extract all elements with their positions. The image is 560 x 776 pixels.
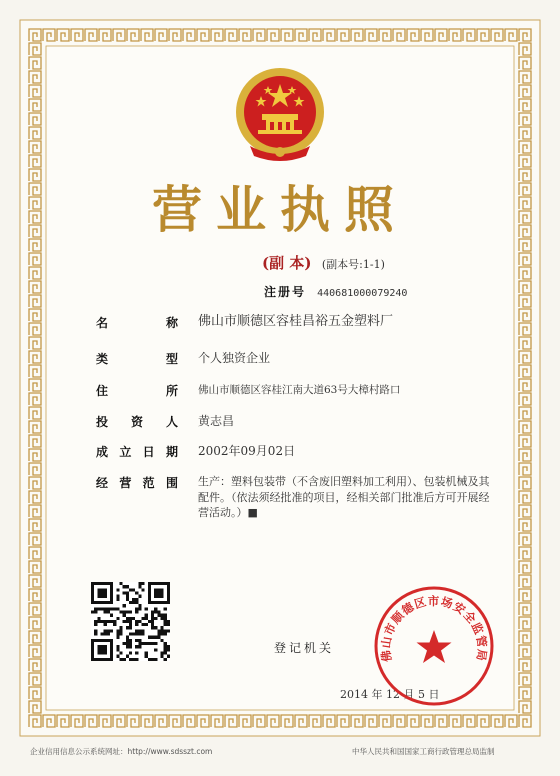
copy-label: (副 本) (262, 254, 312, 272)
field-label-char: 营 (119, 476, 132, 490)
field-label-address (96, 382, 178, 399)
field-label-char: 投 (96, 415, 109, 429)
field-value-name: 佛山市顺德区容桂昌裕五金塑料厂 (198, 314, 394, 329)
field-label-char: 所 (165, 384, 178, 398)
field-label-char: 类 (96, 352, 109, 366)
field-label-char: 成 (96, 445, 109, 459)
issue-date: 2014 年 12 月 5 日 (340, 688, 440, 701)
svg-text:佛山市顺德区市场安全监管局: 佛山市顺德区市场安全监管局 (378, 593, 490, 663)
field-label-type (96, 350, 178, 367)
registration-number: 440681000079240 (317, 288, 408, 299)
registration-row (264, 281, 407, 300)
field-label-char: 住 (96, 384, 109, 398)
field-label-char: 型 (165, 352, 178, 366)
field-value-type: 个人独资企业 (198, 351, 271, 365)
field-value-investor: 黄志昌 (198, 414, 235, 428)
field-label-char: 立 (119, 445, 132, 459)
field-label-investor (96, 413, 178, 430)
field-label-char: 称 (165, 316, 178, 330)
field-label-name (96, 314, 178, 331)
registration-authority: 登记机关 (274, 641, 335, 655)
registration-label: 注册号 (264, 285, 307, 299)
field-label-char: 日 (142, 445, 155, 459)
national-emblem-icon (228, 66, 332, 166)
field-label-char: 人 (165, 415, 178, 429)
field-label-char: 围 (165, 476, 178, 490)
field-label-scope (96, 474, 178, 491)
footer-supervisor: 中华人民共和国国家工商行政管理总局监制 (352, 747, 495, 756)
field-label-char: 期 (165, 445, 178, 459)
field-value-established: 2002年09月02日 (198, 444, 296, 458)
field-label-char: 范 (142, 476, 155, 490)
qr-code-icon (91, 582, 170, 661)
footer-website: 企业信用信息公示系统网址：http://www.sdsszt.com (30, 747, 213, 756)
copy-row (262, 252, 385, 273)
field-label-established (96, 443, 178, 460)
copy-number: (副本号:1-1) (321, 258, 385, 271)
field-label-char: 名 (96, 316, 109, 330)
official-seal-icon (372, 584, 496, 708)
field-label-char: 经 (96, 476, 109, 490)
field-value-scope: 生产：塑料包装带（不含废旧塑料加工利用）、包装机械及其配件。（依法须经批准的项目，经相关部门批准后方可开展经营活动。）■ (198, 475, 490, 519)
field-label-char: 资 (130, 415, 143, 429)
field-value-address: 佛山市顺德区容桂江南大道63号大樟村路口 (198, 384, 401, 396)
license-title: 营业执照 (152, 180, 408, 239)
